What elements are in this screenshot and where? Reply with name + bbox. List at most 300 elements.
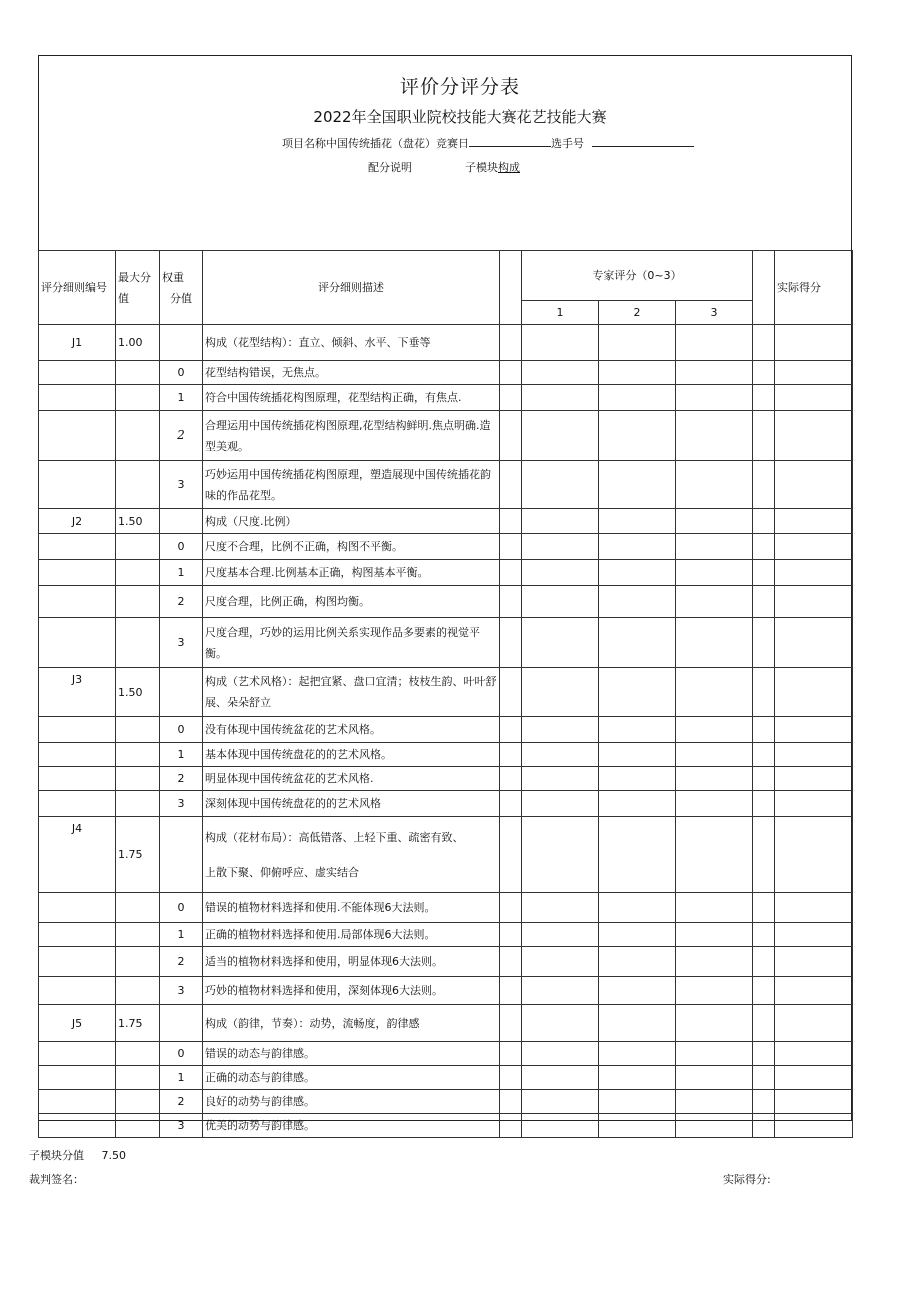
sub-item-expert-1-cell[interactable] [522,947,599,977]
sub-item-id [39,1042,116,1066]
sub-item-blank-2 [753,560,775,586]
sub-item-actual-cell[interactable] [775,947,853,977]
scoring-note-label: 配分说明 [368,161,412,174]
sub-item-expert-1-cell[interactable] [522,743,599,767]
contestant-label: 选手号 [551,137,584,150]
sub-item-weight: 1 [160,385,203,411]
sub-item-row [39,1114,853,1138]
submodule-score-label: 子模块分值 [29,1149,84,1162]
criterion-expert-2-cell[interactable] [599,325,676,361]
criterion-max: 1.50 [116,509,160,534]
criterion-desc: 构成（花型结构）：直立、倾斜、水平、下垂等 [203,325,500,361]
sub-item-actual-cell[interactable] [775,1114,853,1138]
sub-item-id [39,947,116,977]
criterion-expert-2-cell[interactable] [599,668,676,717]
criterion-weight [160,668,203,717]
sub-item-blank [500,586,522,618]
sub-item-actual-cell[interactable] [775,893,853,923]
sub-item-expert-1-cell[interactable] [522,1090,599,1114]
sub-item-expert-2-cell[interactable] [599,361,676,385]
sub-item-weight: 2 [160,586,203,618]
col-header-max [116,251,160,325]
submodule-value: 构成 [498,161,520,174]
sub-item-expert-3-cell[interactable] [676,618,753,668]
sub-item-expert-3-cell[interactable] [676,791,753,817]
sub-item-id [39,461,116,509]
sub-item-expert-1-cell[interactable] [522,923,599,947]
sub-item-blank-2 [753,743,775,767]
sub-item-actual-cell[interactable] [775,717,853,743]
sub-item-weight: 0 [160,1042,203,1066]
sub-item-blank [500,767,522,791]
col-header-actual: 实际得分 [775,251,853,325]
col-header-weight [160,251,203,325]
criterion-row [39,325,853,361]
sub-item-blank [500,977,522,1005]
sub-item-weight: 1 [160,923,203,947]
sub-item-weight: 3 [160,461,203,509]
sub-item-expert-2-cell[interactable] [599,947,676,977]
sub-item-blank-2 [753,1090,775,1114]
sub-item-expert-2-cell[interactable] [599,717,676,743]
sub-item-blank-2 [753,618,775,668]
sub-item-id [39,767,116,791]
criterion-id: J5 [39,1005,116,1042]
sub-item-row [39,411,853,461]
sub-item-actual-cell[interactable] [775,461,853,509]
sub-item-expert-3-cell[interactable] [676,977,753,1005]
sub-item-expert-2-cell[interactable] [599,977,676,1005]
sub-item-max [116,743,160,767]
sub-item-expert-3-cell[interactable] [676,767,753,791]
criterion-actual-cell[interactable] [775,1005,853,1042]
sub-item-row [39,534,853,560]
sub-item-blank [500,534,522,560]
criterion-expert-3-cell[interactable] [676,817,753,893]
col-header-max-b: 值 [118,291,129,305]
sub-item-desc: 合理运用中国传统插花构图原理,花型结构鲜明.焦点明确.造型美观。 [203,411,500,461]
sub-item-desc: 花型结构错误，无焦点。 [203,361,500,385]
expert-col-2: 2 [599,301,676,325]
sub-item-desc: 基本体现中国传统盘花的的艺术风格。 [203,743,500,767]
sub-item-expert-3-cell[interactable] [676,717,753,743]
sub-item-expert-1-cell[interactable] [522,1066,599,1090]
sub-item-max [116,411,160,461]
sub-item-id [39,534,116,560]
sub-item-row [39,1066,853,1090]
sub-item-max [116,618,160,668]
sub-item-expert-2-cell[interactable] [599,1090,676,1114]
sub-item-desc: 符合中国传统插花构图原理，花型结构正确，有焦点. [203,385,500,411]
criterion-max: 1.50 [116,668,160,717]
sub-item-expert-3-cell[interactable] [676,586,753,618]
criterion-row [39,1005,853,1042]
criterion-actual-cell[interactable] [775,668,853,717]
sub-item-expert-3-cell[interactable] [676,385,753,411]
submodule-label: 子模块 [465,161,498,174]
sub-item-row [39,893,853,923]
sub-item-blank [500,461,522,509]
sub-item-max [116,560,160,586]
sub-item-row [39,586,853,618]
sub-item-row [39,767,853,791]
sub-item-max [116,586,160,618]
criterion-actual-cell[interactable] [775,817,853,893]
criterion-expert-2-cell[interactable] [599,817,676,893]
criterion-expert-1-cell[interactable] [522,817,599,893]
criterion-expert-3-cell[interactable] [676,509,753,534]
sub-item-weight: 2 [160,1090,203,1114]
criterion-blank [500,1005,522,1042]
sub-item-max [116,385,160,411]
sub-item-row [39,385,853,411]
criterion-expert-3-cell[interactable] [676,668,753,717]
sub-item-weight: 3 [160,791,203,817]
sub-item-expert-3-cell[interactable] [676,923,753,947]
sub-item-blank [500,1066,522,1090]
criterion-expert-1-cell[interactable] [522,1005,599,1042]
sub-item-desc: 尺度基本合理.比例基本正确，构图基本平衡。 [203,560,500,586]
sub-item-expert-1-cell[interactable] [522,411,599,461]
criterion-row [39,668,853,717]
sub-item-expert-2-cell[interactable] [599,385,676,411]
col-header-weight-a: 权重 [162,270,184,284]
sub-item-weight: 3 [160,618,203,668]
criterion-weight [160,1005,203,1042]
sub-item-id [39,791,116,817]
sub-item-id [39,743,116,767]
sub-item-desc: 深刻体现中国传统盘花的的艺术风格 [203,791,500,817]
col-header-max-a: 最大分 [118,270,151,284]
sub-item-expert-1-cell[interactable] [522,1114,599,1138]
sub-item-max [116,534,160,560]
sub-item-max [116,1090,160,1114]
criterion-actual-cell[interactable] [775,325,853,361]
sub-item-expert-3-cell[interactable] [676,1042,753,1066]
sub-item-actual-cell[interactable] [775,534,853,560]
sub-item-actual-cell[interactable] [775,361,853,385]
sub-item-actual-cell[interactable] [775,1066,853,1090]
sub-item-max [116,361,160,385]
sub-item-blank [500,1090,522,1114]
header-row [39,251,853,301]
sub-item-id [39,1114,116,1138]
sub-item-id [39,361,116,385]
sub-item-actual-cell[interactable] [775,560,853,586]
sub-item-blank-2 [753,461,775,509]
sub-item-max [116,717,160,743]
sub-item-blank-2 [753,947,775,977]
sub-item-blank [500,923,522,947]
sub-item-id [39,560,116,586]
sub-item-blank-2 [753,893,775,923]
sub-item-expert-2-cell[interactable] [599,923,676,947]
sub-item-row [39,1042,853,1066]
sub-item-expert-2-cell[interactable] [599,1114,676,1138]
sub-item-id [39,411,116,461]
sub-item-actual-cell[interactable] [775,1090,853,1114]
sub-item-id [39,893,116,923]
sub-item-actual-cell[interactable] [775,767,853,791]
criterion-blank [500,668,522,717]
sub-item-expert-2-cell[interactable] [599,1066,676,1090]
sub-item-blank-2 [753,534,775,560]
sub-item-weight: 2 [160,947,203,977]
sub-item-blank-2 [753,923,775,947]
criterion-blank [500,817,522,893]
sub-item-desc: 良好的动势与韵律感。 [203,1090,500,1114]
sub-item-blank-2 [753,717,775,743]
sub-item-desc: 尺度合理，比例正确，构图均衡。 [203,586,500,618]
col-header-weight-b: 分值 [170,291,192,305]
sub-item-max [116,893,160,923]
sub-item-weight: 0 [160,361,203,385]
sub-item-id [39,618,116,668]
sub-item-max [116,1114,160,1138]
sub-item-desc: 错误的动态与韵律感。 [203,1042,500,1066]
criterion-blank-2 [753,668,775,717]
expert-col-3: 3 [676,301,753,325]
sub-item-actual-cell[interactable] [775,385,853,411]
sub-item-max [116,947,160,977]
sub-item-row [39,977,853,1005]
sub-item-expert-2-cell[interactable] [599,586,676,618]
sub-item-blank [500,361,522,385]
sub-item-row [39,923,853,947]
sub-item-max [116,767,160,791]
sub-item-expert-1-cell[interactable] [522,586,599,618]
sub-item-row [39,743,853,767]
sub-item-expert-3-cell[interactable] [676,534,753,560]
sub-item-desc: 尺度合理，巧妙的运用比例关系实现作品多要素的视觉平衡。 [203,618,500,668]
project-info-line [282,135,694,151]
actual-score-label: 实际得分: [723,1173,771,1186]
sub-item-expert-2-cell[interactable] [599,791,676,817]
project-label: 项目名称中国传统插花（盘花）竞赛日 [282,137,469,150]
sub-item-expert-2-cell[interactable] [599,767,676,791]
sub-item-blank [500,1042,522,1066]
sub-item-blank [500,791,522,817]
sub-item-blank [500,947,522,977]
criterion-expert-1-cell[interactable] [522,325,599,361]
sub-item-id [39,586,116,618]
criterion-expert-2-cell[interactable] [599,1005,676,1042]
sub-item-expert-1-cell[interactable] [522,385,599,411]
sub-item-id [39,977,116,1005]
sub-item-weight: 3 [160,977,203,1005]
sub-item-desc: 适当的植物材料选择和使用，明显体现6大法则。 [203,947,500,977]
criterion-max: 1.75 [116,1005,160,1042]
criterion-weight [160,509,203,534]
sub-item-blank-2 [753,1114,775,1138]
sub-item-weight: 0 [160,534,203,560]
criterion-weight [160,325,203,361]
sub-item-actual-cell[interactable] [775,618,853,668]
sub-item-expert-3-cell[interactable] [676,560,753,586]
sub-item-weight: 2 [160,411,203,461]
sub-item-max [116,1066,160,1090]
sub-item-expert-1-cell[interactable] [522,977,599,1005]
sub-item-desc: 优美的动势与韵律感。 [203,1114,500,1138]
sub-item-weight: 0 [160,717,203,743]
sub-item-expert-1-cell[interactable] [522,717,599,743]
sub-item-actual-cell[interactable] [775,743,853,767]
sub-item-blank [500,893,522,923]
sub-item-expert-3-cell[interactable] [676,947,753,977]
sub-item-desc: 尺度不合理，比例不正确，构图不平衡。 [203,534,500,560]
sub-item-expert-1-cell[interactable] [522,361,599,385]
criterion-row [39,509,853,534]
criterion-desc: 构成（艺术风格）：起把宜紧、盘口宜清；枝枝生韵、叶叶舒展、朵朵舒立 [203,668,500,717]
sub-item-max [116,923,160,947]
sub-item-desc: 没有体现中国传统盆花的艺术风格。 [203,717,500,743]
criterion-id: J4 [39,817,116,893]
submodule-score-value: 7.50 [101,1149,126,1162]
sub-item-id [39,717,116,743]
sub-item-expert-2-cell[interactable] [599,560,676,586]
sub-item-blank-2 [753,767,775,791]
criterion-desc-line-2: 上散下聚、仰俯呼应、虚实结合 [205,865,359,879]
criterion-max: 1.00 [116,325,160,361]
sub-item-actual-cell[interactable] [775,923,853,947]
submodule-score [29,1147,126,1163]
sub-item-expert-1-cell[interactable] [522,791,599,817]
sub-item-expert-2-cell[interactable] [599,411,676,461]
sub-item-expert-3-cell[interactable] [676,411,753,461]
sub-item-weight: 1 [160,1066,203,1090]
sub-item-weight: 1 [160,743,203,767]
sub-item-row [39,1090,853,1114]
sub-item-expert-1-cell[interactable] [522,461,599,509]
sub-item-desc: 巧妙运用中国传统插花构图原理，塑造展现中国传统插花韵味的作品花型。 [203,461,500,509]
date-blank[interactable] [469,136,551,147]
sub-item-blank-2 [753,791,775,817]
sub-item-row [39,717,853,743]
sub-item-expert-1-cell[interactable] [522,618,599,668]
sub-item-desc: 错误的植物材料选择和使用.不能体现6大法则。 [203,893,500,923]
sub-item-row [39,618,853,668]
sub-item-blank [500,560,522,586]
sub-item-expert-2-cell[interactable] [599,743,676,767]
sub-item-expert-1-cell[interactable] [522,1042,599,1066]
sub-item-blank [500,717,522,743]
criterion-id: J1 [39,325,116,361]
sub-item-id [39,385,116,411]
criterion-expert-3-cell[interactable] [676,1005,753,1042]
sub-item-row [39,361,853,385]
criterion-blank-2 [753,509,775,534]
col-header-blank-2 [753,251,775,325]
criterion-expert-3-cell[interactable] [676,325,753,361]
criterion-blank [500,325,522,361]
sub-item-blank [500,618,522,668]
sub-item-expert-2-cell[interactable] [599,461,676,509]
sub-item-actual-cell[interactable] [775,977,853,1005]
sub-item-max [116,791,160,817]
criterion-row [39,817,853,893]
sub-item-weight: 3 [160,1114,203,1138]
sub-item-blank-2 [753,977,775,1005]
criterion-actual-cell[interactable] [775,509,853,534]
criterion-id: J2 [39,509,116,534]
col-header-desc: 评分细则描述 [203,251,500,325]
col-header-expert: 专家评分（0~3） [522,251,753,301]
sub-item-expert-1-cell[interactable] [522,893,599,923]
sub-item-desc: 正确的植物材料选择和使用.局部体现6大法则。 [203,923,500,947]
col-header-id: 评分细则编号 [39,251,116,325]
sub-item-blank [500,743,522,767]
criterion-expert-1-cell[interactable] [522,668,599,717]
sub-item-expert-1-cell[interactable] [522,534,599,560]
sub-item-expert-3-cell[interactable] [676,1114,753,1138]
sub-item-weight: 0 [160,893,203,923]
criterion-blank-2 [753,1005,775,1042]
criterion-desc [203,817,500,893]
sub-item-expert-2-cell[interactable] [599,618,676,668]
sub-item-actual-cell[interactable] [775,411,853,461]
sub-item-expert-3-cell[interactable] [676,1090,753,1114]
sub-item-blank-2 [753,361,775,385]
criterion-expert-1-cell[interactable] [522,509,599,534]
page-title: 评价分评分表 [399,76,520,98]
sub-item-expert-2-cell[interactable] [599,1042,676,1066]
sub-item-blank-2 [753,586,775,618]
sub-item-expert-3-cell[interactable] [676,893,753,923]
sub-item-id [39,1066,116,1090]
sub-item-blank-2 [753,1066,775,1090]
sub-item-row [39,947,853,977]
sub-item-expert-1-cell[interactable] [522,560,599,586]
submodule-line [465,159,520,175]
sub-item-expert-3-cell[interactable] [676,743,753,767]
sub-item-blank [500,1114,522,1138]
sub-item-expert-3-cell[interactable] [676,461,753,509]
sub-item-expert-1-cell[interactable] [522,767,599,791]
col-header-blank [500,251,522,325]
expert-col-1: 1 [522,301,599,325]
sub-item-blank [500,411,522,461]
sub-item-desc: 明显体现中国传统盆花的艺术风格. [203,767,500,791]
sub-item-row [39,461,853,509]
criterion-expert-2-cell[interactable] [599,509,676,534]
sub-item-weight: 2 [160,767,203,791]
sub-item-expert-2-cell[interactable] [599,534,676,560]
sub-item-row [39,560,853,586]
scoring-table [38,250,853,1138]
criterion-desc: 构成（尺度.比例） [203,509,500,534]
sub-item-max [116,461,160,509]
sub-item-expert-3-cell[interactable] [676,361,753,385]
sub-item-blank-2 [753,1042,775,1066]
sub-item-max [116,977,160,1005]
sub-item-blank-2 [753,385,775,411]
criterion-weight [160,817,203,893]
sub-item-desc: 巧妙的植物材料选择和使用，深刻体现6大法则。 [203,977,500,1005]
sub-item-actual-cell[interactable] [775,586,853,618]
criterion-desc-line-1: 构成（花材布局）：高低错落、上轻下重、疏密有致、 [205,830,464,844]
judge-signature-label[interactable]: 裁判签名： [29,1173,84,1186]
sub-item-blank-2 [753,411,775,461]
sub-item-actual-cell[interactable] [775,1042,853,1066]
sub-item-expert-3-cell[interactable] [676,1066,753,1090]
criterion-blank-2 [753,817,775,893]
sub-item-expert-2-cell[interactable] [599,893,676,923]
contestant-blank[interactable] [592,136,694,147]
sub-item-blank [500,385,522,411]
sub-item-actual-cell[interactable] [775,791,853,817]
sub-item-max [116,1042,160,1066]
sub-item-desc: 正确的动态与韵律感。 [203,1066,500,1090]
